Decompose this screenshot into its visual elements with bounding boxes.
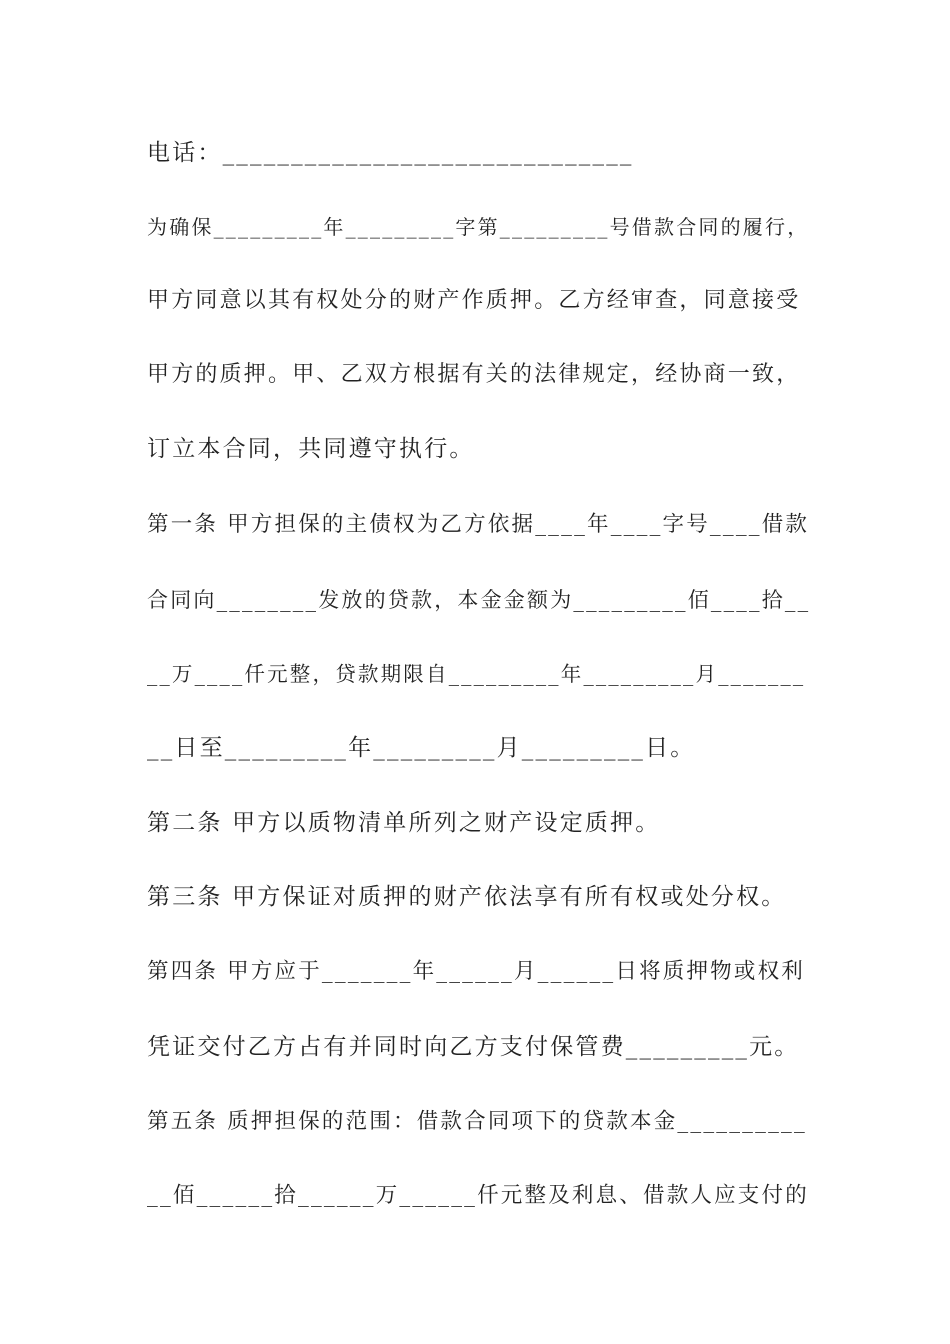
paragraph-line: 甲方同意以其有权处分的财产作质押。乙方经审查，同意接受 bbox=[147, 288, 801, 313]
article-1-line: __万____仟元整，贷款期限自_________年_________月_______ bbox=[147, 662, 806, 686]
paragraph-line: 为确保_________年_________字第_________号借款合同的履行， bbox=[147, 215, 810, 239]
article-4-line: 凭证交付乙方占有并同时向乙方支付保管费_________元。 bbox=[147, 1034, 800, 1060]
article-1-line: __日至_________年_________月_________日。 bbox=[147, 735, 696, 761]
article-3-line: 第三条 甲方保证对质押的财产依法享有所有权或处分权。 bbox=[147, 884, 787, 910]
article-2-line: 第二条 甲方以质物清单所列之财产设定质押。 bbox=[147, 810, 661, 836]
article-1-line: 合同向________发放的贷款，本金金额为_________佰____拾__ bbox=[147, 588, 811, 612]
paragraph-line: 订立本合同，共同遵守执行。 bbox=[147, 436, 475, 462]
article-5-line: __佰______拾______万______仟元整及利息、借款人应支付的 bbox=[147, 1183, 809, 1208]
article-5-line: 第五条 质押担保的范围：借款合同项下的贷款本金__________ bbox=[147, 1109, 807, 1134]
article-4-line: 第四条 甲方应于_______年______月______日将质押物或权利 bbox=[147, 959, 805, 984]
article-1-line: 第一条 甲方担保的主债权为乙方依据____年____字号____借款 bbox=[147, 512, 810, 537]
paragraph-line: 甲方的质押。甲、乙双方根据有关的法律规定，经协商一致， bbox=[147, 362, 801, 387]
phone-line: 电话：______________________________ bbox=[147, 140, 634, 166]
